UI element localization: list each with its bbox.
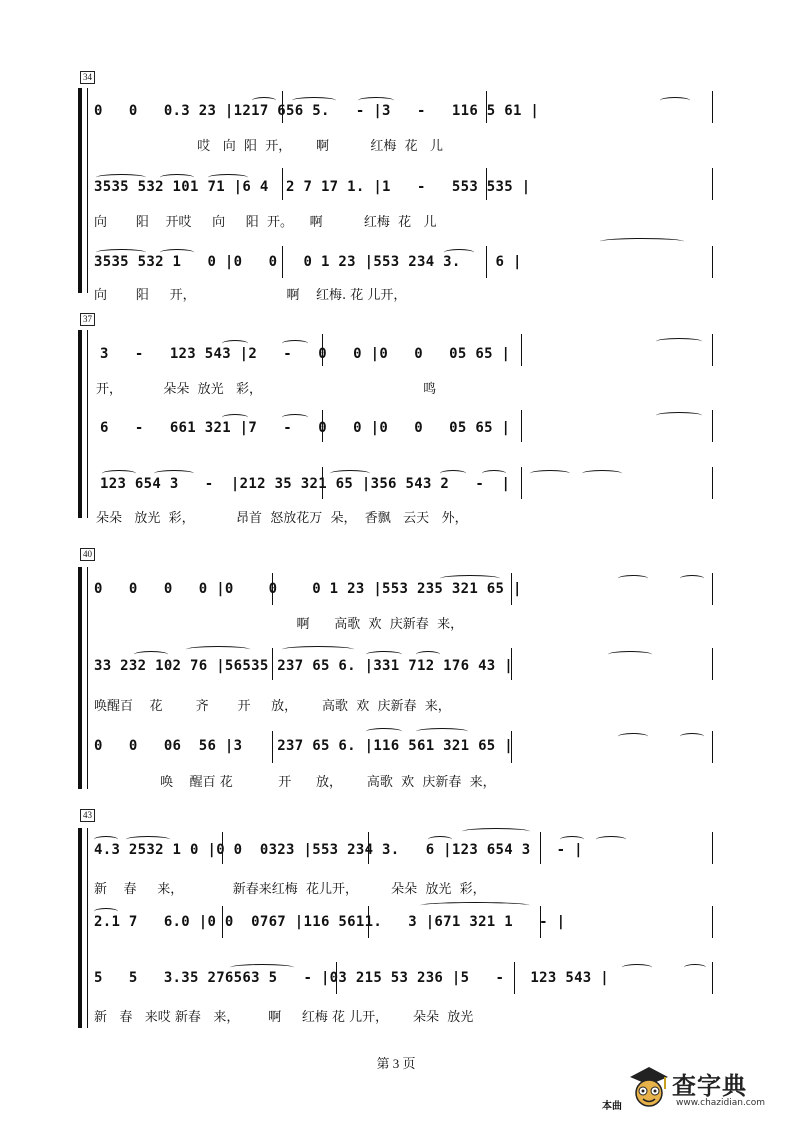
slur xyxy=(186,646,250,653)
logo-url: www.chazidian.com xyxy=(676,1098,766,1108)
barline xyxy=(712,648,713,680)
slur xyxy=(94,836,118,843)
barline xyxy=(712,334,713,366)
notation-line: 0 0 0.3 23 |1217 656 5. - |3 - 116 5 61 | xyxy=(94,103,540,119)
notation-line: 6 - 661 321 |7 - 0 0 |0 0 05 65 | xyxy=(100,420,511,436)
measure-number: 37 xyxy=(80,313,95,326)
footer-text: 本曲 xyxy=(602,1101,622,1112)
barline xyxy=(712,91,713,123)
system-start-line xyxy=(87,88,88,293)
barline xyxy=(712,168,713,200)
graduate-mascot-icon xyxy=(626,1063,672,1113)
score-system-1 xyxy=(0,68,792,303)
lyric-line: 哎 向 阳 开， 啊 红梅 花 儿 xyxy=(94,139,444,154)
slur xyxy=(596,836,626,843)
logo-text: 查字典 xyxy=(672,1072,747,1100)
system-start-line xyxy=(87,828,88,1028)
slur xyxy=(440,470,466,477)
system-brace xyxy=(78,828,82,1028)
slur xyxy=(282,646,354,653)
slur xyxy=(160,174,194,181)
slur xyxy=(282,340,308,347)
score-system-4 xyxy=(0,806,792,1036)
slur xyxy=(230,964,294,971)
slur xyxy=(416,651,440,658)
slur xyxy=(482,470,506,477)
barline xyxy=(712,467,713,499)
system-brace xyxy=(78,567,82,789)
notation-line: 3535 532 1 0 |0 0 0 1 23 |553 234 3. 6 | xyxy=(94,254,522,270)
lyric-line: 啊 高歌 欢 庆新春 来， xyxy=(94,617,464,632)
slur xyxy=(622,964,652,971)
slur xyxy=(358,97,394,104)
measure-number: 43 xyxy=(80,809,95,822)
score-system-3 xyxy=(0,545,792,795)
slur xyxy=(618,733,648,740)
slur xyxy=(94,908,118,915)
slur xyxy=(366,651,402,658)
lyric-line: 唤醒百 花 齐 开 放， 高歌 欢 庆新春 来， xyxy=(94,699,451,714)
slur xyxy=(680,575,704,582)
notation-line: 2.1 7 6.0 |0 0 0767 |116 5611. 3 |671 321 1 - | xyxy=(94,914,566,930)
lyric-line: 朵朵 放光 彩， 昂首 怒放花万 朵， 香飘 云天 外， xyxy=(96,511,468,526)
slur xyxy=(680,733,704,740)
barline xyxy=(712,832,713,864)
lyric-line: 新 春 来哎 新春 来， 啊 红梅 花 儿开， 朵朵 放光 xyxy=(94,1010,474,1025)
score-system-2 xyxy=(0,310,792,525)
slur xyxy=(684,964,706,971)
barline xyxy=(712,906,713,938)
barline xyxy=(712,962,713,994)
slur xyxy=(282,414,308,421)
lyric-line: 开， 朵朵 放光 彩， 鸣 xyxy=(96,382,437,397)
system-brace xyxy=(78,330,82,518)
system-brace xyxy=(78,88,82,293)
slur xyxy=(208,174,248,181)
measure-number: 40 xyxy=(80,548,95,561)
slur xyxy=(618,575,648,582)
slur xyxy=(366,728,402,735)
slur xyxy=(330,470,370,477)
slur xyxy=(126,836,170,843)
barline xyxy=(712,573,713,605)
slur xyxy=(420,902,530,909)
slur xyxy=(600,238,684,245)
slur xyxy=(252,97,276,104)
slur xyxy=(222,414,248,421)
slur xyxy=(292,97,336,104)
slur xyxy=(608,651,652,658)
notation-line: 3535 532 101 71 |6 4 2 7 17 1. |1 - 553 535 | xyxy=(94,179,531,195)
notation-line: 123 654 3 - |212 35 321 65 |356 543 2 - | xyxy=(100,476,511,492)
slur xyxy=(102,470,136,477)
lyric-line: 唤 醒百 花 开 放， 高歌 欢 庆新春 来， xyxy=(94,775,496,790)
notation-line: 33 232 102 76 |56535 237 65 6. |331 712 176 43 | xyxy=(94,658,513,674)
slur xyxy=(462,828,530,835)
slur xyxy=(530,470,570,477)
slur xyxy=(656,412,702,419)
lyric-line: 新 春 来， 新春来红梅 花儿开， 朵朵 放光 彩， xyxy=(94,882,486,897)
slur xyxy=(96,249,146,256)
barline xyxy=(521,334,522,366)
barline xyxy=(712,731,713,763)
slur xyxy=(160,249,194,256)
slur xyxy=(134,651,168,658)
slur xyxy=(582,470,622,477)
slur xyxy=(416,728,468,735)
slur xyxy=(96,174,146,181)
notation-line: 3 - 123 543 |2 - 0 0 |0 0 05 65 | xyxy=(100,346,511,362)
system-start-line xyxy=(87,330,88,518)
notation-line: 5 5 3.35 276563 5 - |03 215 53 236 |5 - 123 543 | xyxy=(94,970,609,986)
notation-line: 4.3 2532 1 0 |0 0 0323 |553 234 3. 6 |123 654 3 - | xyxy=(94,842,583,858)
slur xyxy=(222,340,248,347)
notation-line: 0 0 0 0 |0 0 0 1 23 |553 235 321 65 | xyxy=(94,581,522,597)
barline xyxy=(521,467,522,499)
slur xyxy=(444,249,474,256)
measure-number: 34 xyxy=(80,71,95,84)
lyric-line: 向 阳 开哎 向 阳 开。 啊 红梅 花 儿 xyxy=(94,215,437,230)
slur xyxy=(656,338,702,345)
notation-line: 0 0 06 56 |3 237 65 6. |116 561 321 65 | xyxy=(94,738,513,754)
slur xyxy=(660,97,690,104)
slur xyxy=(440,575,500,582)
system-start-line xyxy=(87,567,88,789)
barline xyxy=(521,410,522,442)
page-number: 第 3 页 xyxy=(376,1056,416,1071)
barline xyxy=(712,410,713,442)
lyric-line: 向 阳 开， 啊 红梅. 花 儿开， xyxy=(94,288,407,303)
slur xyxy=(428,836,452,843)
slur xyxy=(154,470,194,477)
barline xyxy=(712,246,713,278)
slur xyxy=(560,836,584,843)
